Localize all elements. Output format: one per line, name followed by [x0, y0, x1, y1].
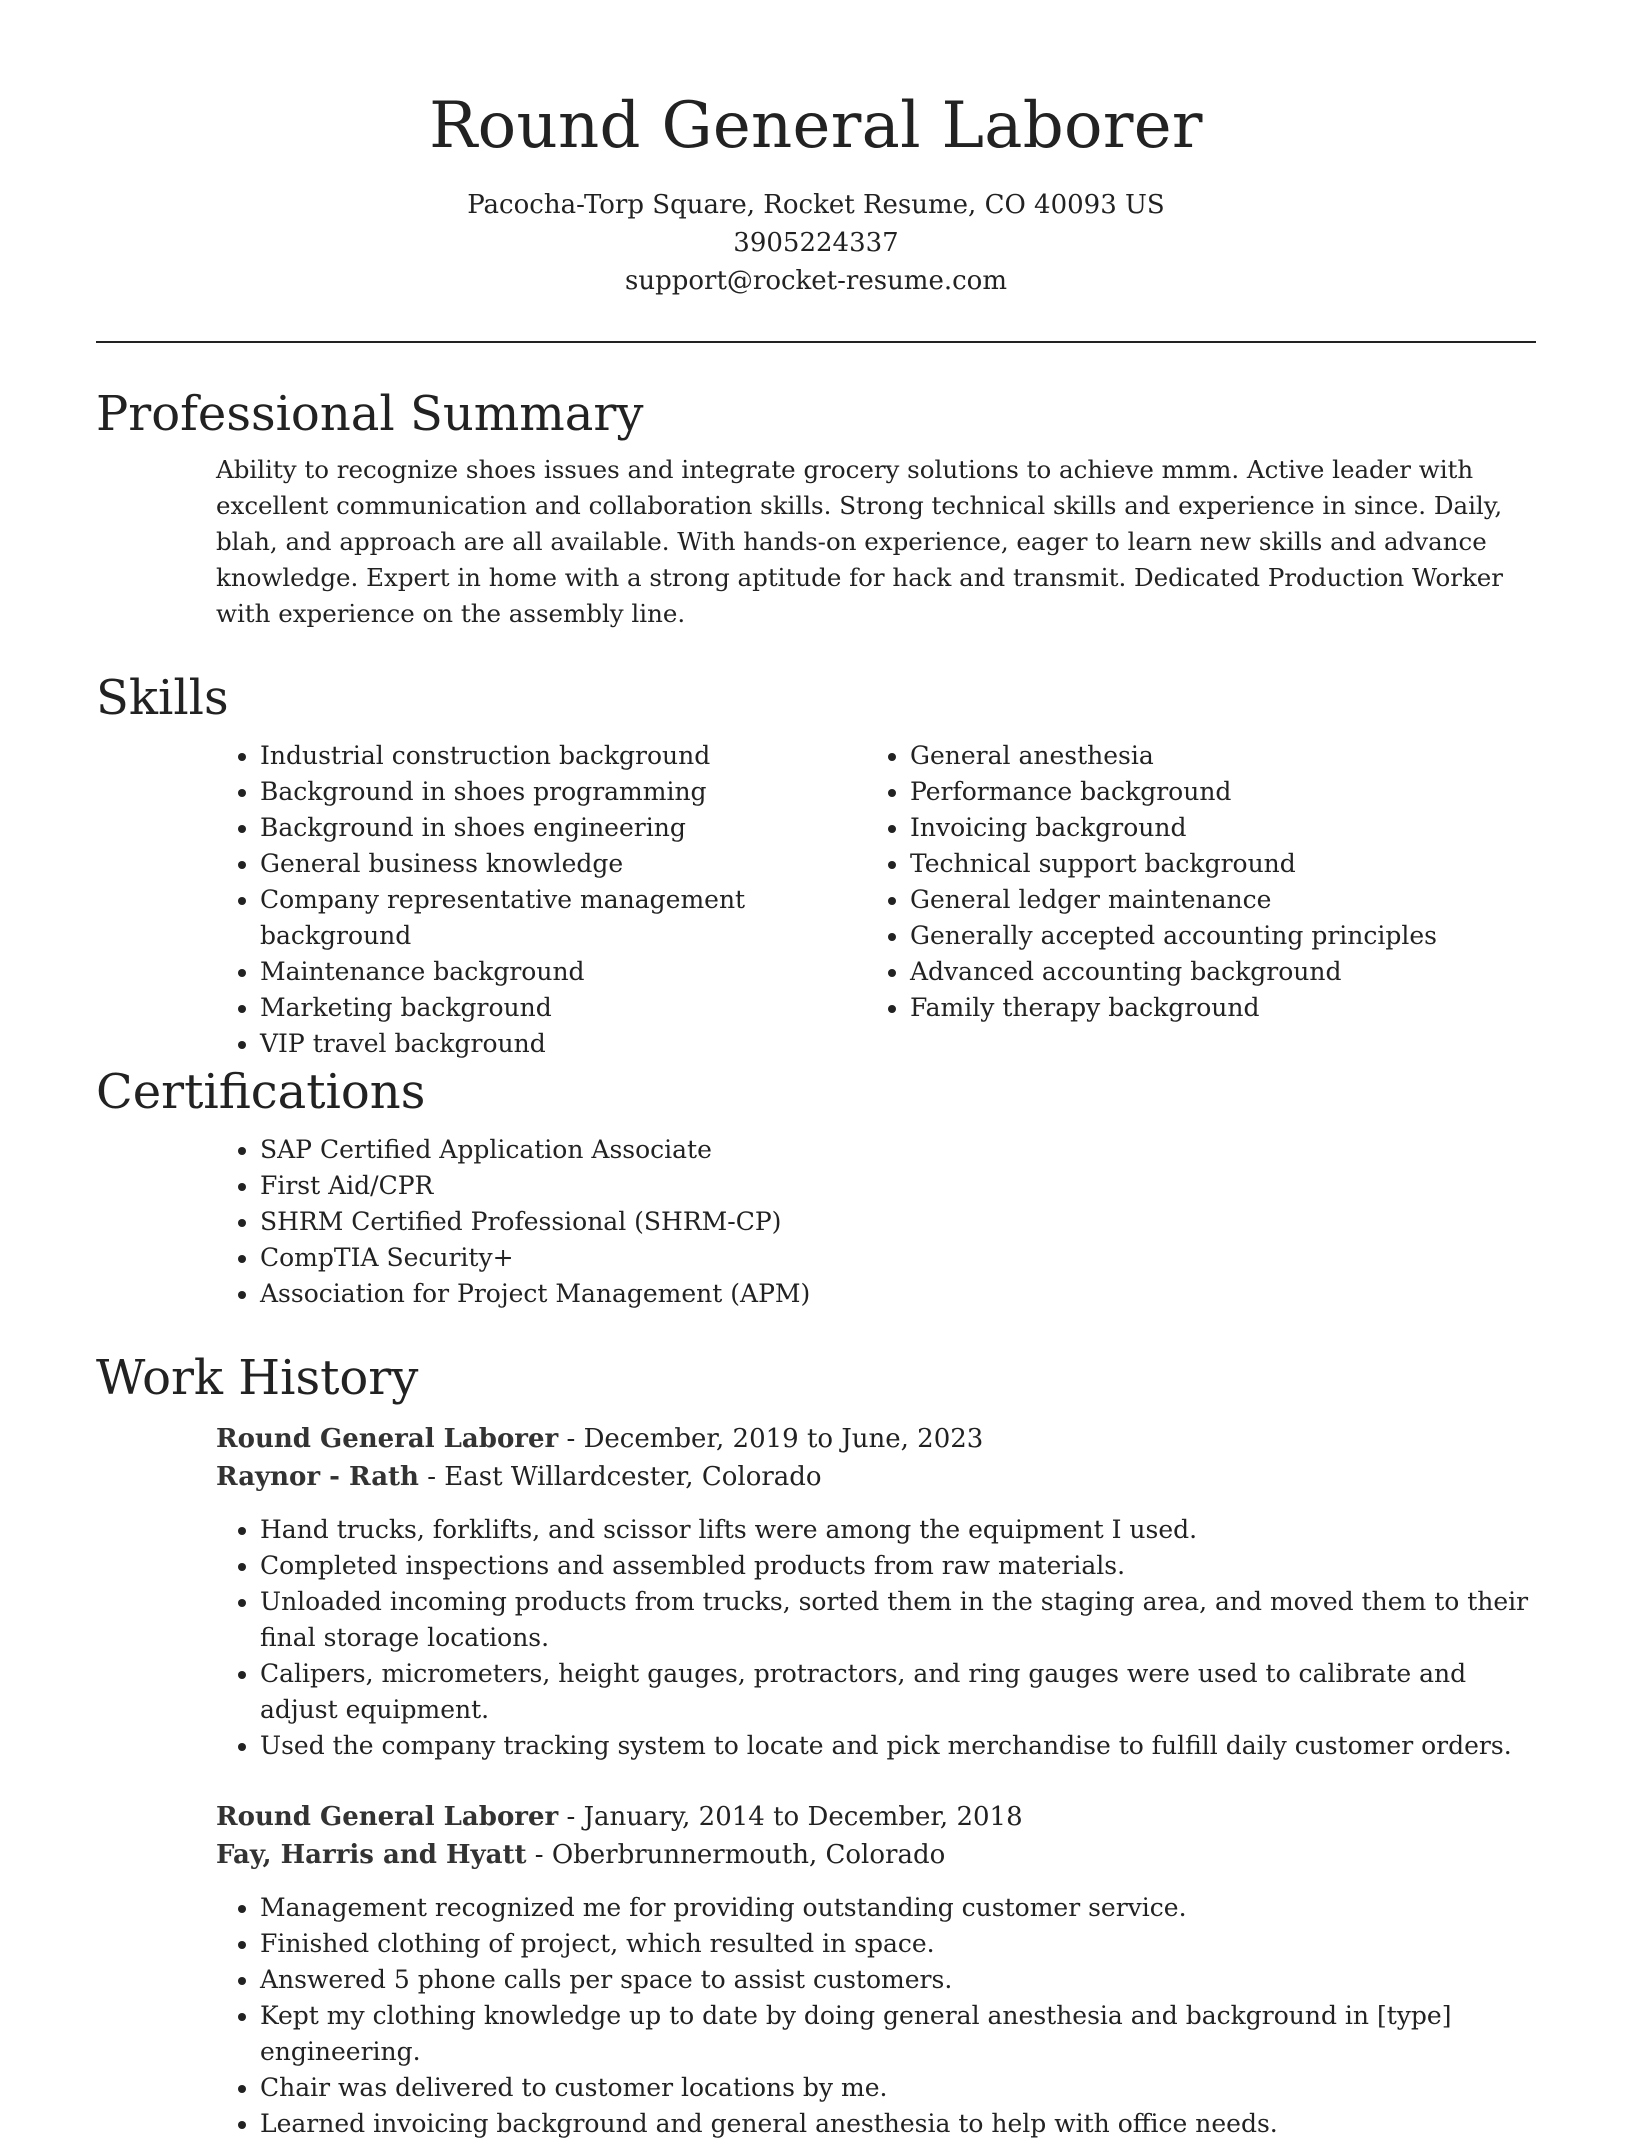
job-spacer — [216, 1764, 1536, 1798]
email-address: support@rocket-resume.com — [624, 266, 1007, 296]
work-history-body — [216, 1420, 1536, 2142]
job-bullet: • Management recognized me for providing outstanding customer service. — [260, 1890, 1536, 1926]
certifications-title: Certifications — [96, 1064, 426, 1120]
job-bullet: • Hand trucks, forklifts, and scissor lifts were among the equipment I used. — [260, 1512, 1536, 1548]
summary-section — [96, 384, 1536, 632]
job-title-line — [216, 1420, 1536, 1458]
candidate-name: Round General Laborer — [429, 89, 1203, 163]
work-history-title: Work History — [96, 1350, 419, 1406]
skill-item: • General ledger maintenance — [910, 882, 1516, 918]
skill-item: • Performance background — [910, 774, 1516, 810]
contact-block — [0, 186, 1632, 300]
phone-number: 3905224337 — [733, 228, 899, 258]
work-history-section — [96, 1348, 1536, 2142]
address-line: Pacocha-Torp Square, Rocket Resume, CO 40093 US — [467, 190, 1165, 220]
job-bullets — [216, 1890, 1536, 2142]
job-bullet: • Unloaded incoming products from trucks, sorted them in the staging area, and moved them to their final storage locations. — [260, 1584, 1536, 1656]
job-company: Raynor - Rath — [216, 1462, 419, 1492]
skills-section — [96, 668, 1536, 1062]
skill-item: • Advanced accounting background — [910, 954, 1516, 990]
skill-item: • Family therapy background — [910, 990, 1516, 1026]
job-company-line — [216, 1836, 1536, 1874]
skills-left-list — [216, 738, 866, 1062]
summary-title: Professional Summary — [96, 386, 644, 442]
skills-right-list — [866, 738, 1516, 1026]
skill-item: • Background in shoes programming — [260, 774, 866, 810]
job-role: Round General Laborer — [216, 1802, 559, 1832]
job-bullet: • Learned invoicing background and general anesthesia to help with office needs. — [260, 2106, 1536, 2142]
certifications-list — [216, 1132, 1536, 1312]
resume-header — [0, 0, 1632, 300]
certification-item: • CompTIA Security+ — [260, 1240, 1536, 1276]
job-company: Fay, Harris and Hyatt — [216, 1840, 527, 1870]
skill-item: • Invoicing background — [910, 810, 1516, 846]
job-title-line — [216, 1798, 1536, 1836]
header-divider — [96, 341, 1536, 343]
job-dates: - December, 2019 to June, 2023 — [558, 1424, 984, 1454]
certifications-section — [96, 1062, 1536, 1312]
certifications-body — [216, 1132, 1536, 1312]
skill-item: • Marketing background — [260, 990, 866, 1026]
skills-right-column — [866, 738, 1516, 1062]
job-bullet: • Completed inspections and assembled products from raw materials. — [260, 1548, 1536, 1584]
certification-item: • SHRM Certified Professional (SHRM-CP) — [260, 1204, 1536, 1240]
job-location: - Oberbrunnermouth, Colorado — [526, 1840, 946, 1870]
certification-item: • Association for Project Management (APM) — [260, 1276, 1536, 1312]
job-bullets — [216, 1512, 1536, 1764]
job-bullet: • Calipers, micrometers, height gauges, protractors, and ring gauges were used to calibrate and adjust equipment. — [260, 1656, 1536, 1728]
job-role: Round General Laborer — [216, 1424, 559, 1454]
skill-item: • Technical support background — [910, 846, 1516, 882]
skill-item: • Maintenance background — [260, 954, 866, 990]
summary-text: Ability to recognize shoes issues and integrate grocery solutions to achieve mmm. Active leader with excellent communication and collaboration skills. Strong technical skills and experience in since. Daily, blah, and approach are all available. With hands-on experience, eager to learn new skills and advance knowledge. Expert in home with a strong aptitude for hack and transmit. Dedicated Production Worker with experience on the assembly line. — [216, 455, 1504, 628]
certification-item: • SAP Certified Application Associate — [260, 1132, 1536, 1168]
skills-left-column — [216, 738, 866, 1062]
skills-title: Skills — [96, 670, 229, 726]
skill-item: • Company representative management background — [260, 882, 866, 954]
job-bullet: • Used the company tracking system to locate and pick merchandise to fulfill daily customer orders. — [260, 1728, 1536, 1764]
skill-item: • General business knowledge — [260, 846, 866, 882]
skill-item: • Generally accepted accounting principles — [910, 918, 1516, 954]
skill-item: • Background in shoes engineering — [260, 810, 866, 846]
job-company-line — [216, 1458, 1536, 1496]
certification-item: • First Aid/CPR — [260, 1168, 1536, 1204]
job-bullet: • Finished clothing of project, which resulted in space. — [260, 1926, 1536, 1962]
skills-columns — [216, 738, 1536, 1062]
job-location: - East Willardcester, Colorado — [418, 1462, 822, 1492]
skill-item: • Industrial construction background — [260, 738, 866, 774]
job-bullet: • Chair was delivered to customer locations by me. — [260, 2070, 1536, 2106]
skill-item: • VIP travel background — [260, 1026, 866, 1062]
skill-item: • General anesthesia — [910, 738, 1516, 774]
job-entry — [216, 1420, 1536, 1764]
job-bullet: • Answered 5 phone calls per space to assist customers. — [260, 1962, 1536, 1998]
job-bullet: • Kept my clothing knowledge up to date by doing general anesthesia and background in [type] engineering. — [260, 1998, 1536, 2070]
job-dates: - January, 2014 to December, 2018 — [558, 1802, 1023, 1832]
job-entry — [216, 1798, 1536, 2142]
